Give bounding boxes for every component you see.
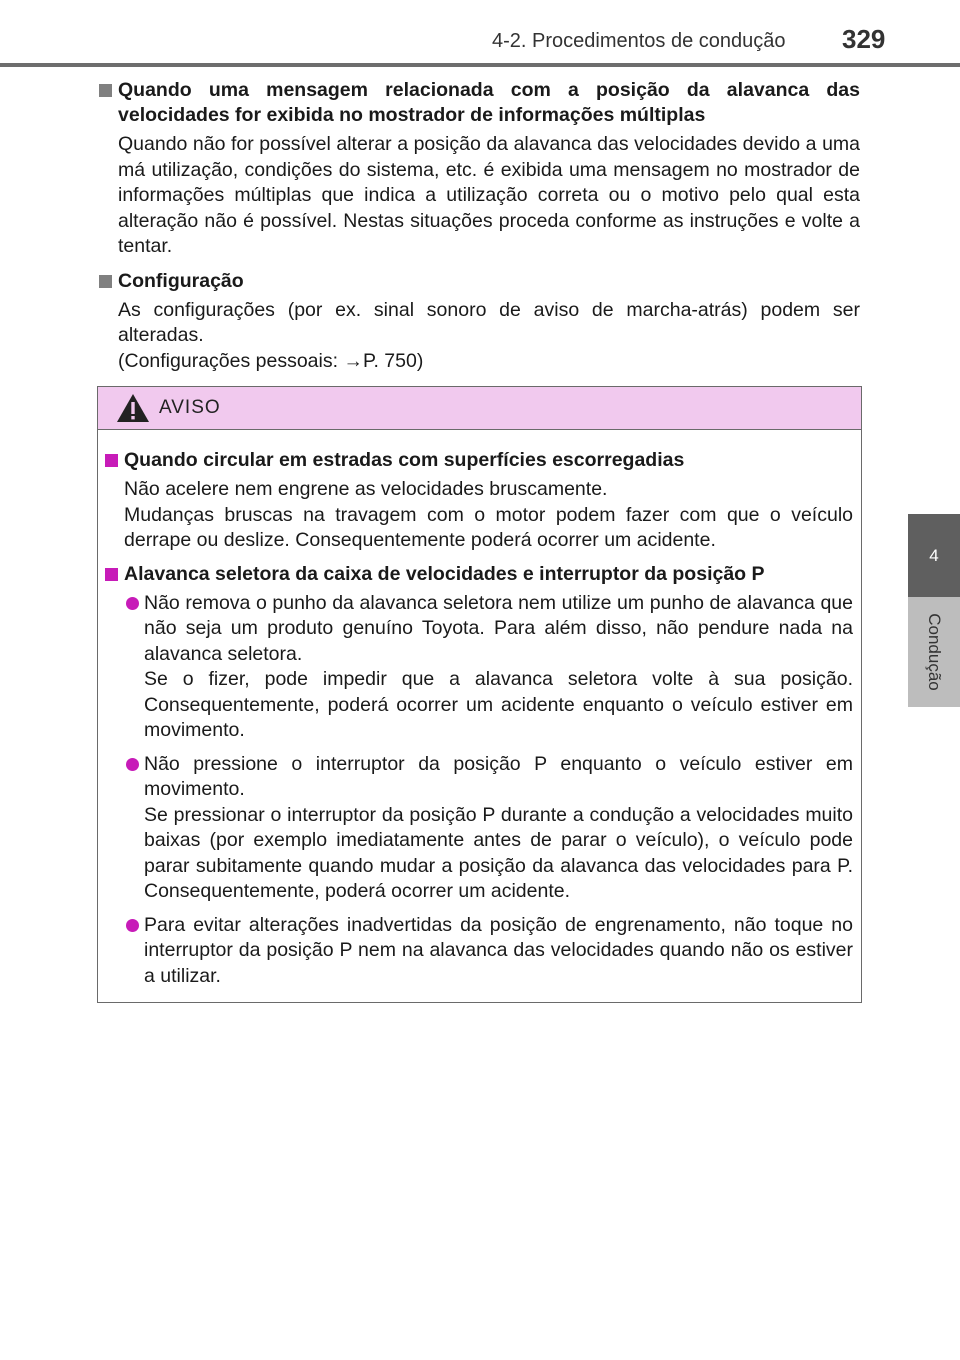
paragraph: Quando não for possível alterar a posição da alavanca das velocidades devido a uma má utilização, condições do sistema, etc. é exibida uma mensagem no mostrador de informações múltiplas que indica a utilização correta ou o motivo pelo qual esta alteração não é possível. Nestas situações proceda conforme as instruções e volte a tentar. (118, 133, 860, 257)
cross-reference: (Configurações pessoais: →P. 750) (118, 349, 424, 372)
square-bullet-icon (105, 568, 118, 581)
main-content (98, 78, 860, 383)
chapter-name: Condução (925, 613, 944, 691)
warning-triangle-icon (116, 393, 150, 423)
warning-section-title: Alavanca seletora da caixa de velocidades e interruptor da posição P (124, 562, 765, 585)
circle-bullet-icon (126, 919, 139, 932)
running-header: 4-2. Procedimentos de condução (492, 30, 786, 52)
section-title: Quando uma mensagem relacionada com a posição da alavanca das velocidades for exibida no mostrador de informações múltiplas (118, 79, 860, 126)
warning-section-slippery-roads (104, 448, 853, 554)
warning-section-shift-lever (104, 562, 853, 990)
warning-label: AVISO (159, 397, 221, 418)
warning-section-title: Quando circular em estradas com superfícies escorregadias (124, 449, 685, 471)
square-bullet-icon (99, 275, 112, 288)
section-title: Configuração (118, 269, 244, 292)
circle-bullet-icon (126, 758, 139, 771)
page-number: 329 (842, 24, 886, 54)
paragraph: As configurações (por ex. sinal sonoro de aviso de marcha-atrás) podem ser alteradas. (118, 298, 860, 346)
list-item (104, 752, 853, 905)
chapter-number: 4 (929, 545, 939, 565)
square-bullet-icon (99, 84, 112, 97)
list-item (104, 591, 853, 744)
paragraph: Mudanças bruscas na travagem com o motor podem fazer com que o veículo derrape ou deslize. Consequentemente poderá ocorrer um acidente. (124, 503, 853, 551)
warning-box (97, 386, 862, 1003)
bullet-text: Se o fizer, pode impedir que a alavanca seletora volte à sua posição. Consequentemente, poderá ocorrer um acidente enquanto o veículo estiver em movimento. (144, 668, 853, 741)
circle-bullet-icon (126, 597, 139, 610)
section-configuration (98, 269, 860, 375)
bullet-text: Se pressionar o interruptor da posição P durante a condução a velocidades muito baixas (por exemplo imediatamente antes de parar o veículo), o veículo pode parar subitamente quando mudar a posição da alavanca das velocidades para P. Consequentemente, poderá ocorrer um acidente. (144, 803, 853, 902)
square-bullet-icon (105, 454, 118, 467)
paragraph: Não acelere nem engrene as velocidades bruscamente. (124, 478, 608, 500)
chapter-tab-number (908, 514, 960, 597)
bullet-text: Não pressione o interruptor da posição P enquanto o veículo estiver em movimento. (144, 752, 853, 800)
section-shift-message (98, 78, 860, 260)
header-rule (0, 63, 960, 67)
list-item (104, 913, 853, 990)
warning-header (98, 387, 861, 430)
chapter-tab-label (908, 597, 960, 707)
bullet-text: Não remova o punho da alavanca seletora nem utilize um punho de alavanca que não seja um produto genuíno Toyota. Para além disso, não pendure nada na alavanca seletora. (144, 591, 853, 665)
bullet-text: Para evitar alterações inadvertidas da posição de engrenamento, não toque no interruptor da posição P nem na alavanca das velocidades quando não os estiver a utilizar. (144, 913, 853, 987)
